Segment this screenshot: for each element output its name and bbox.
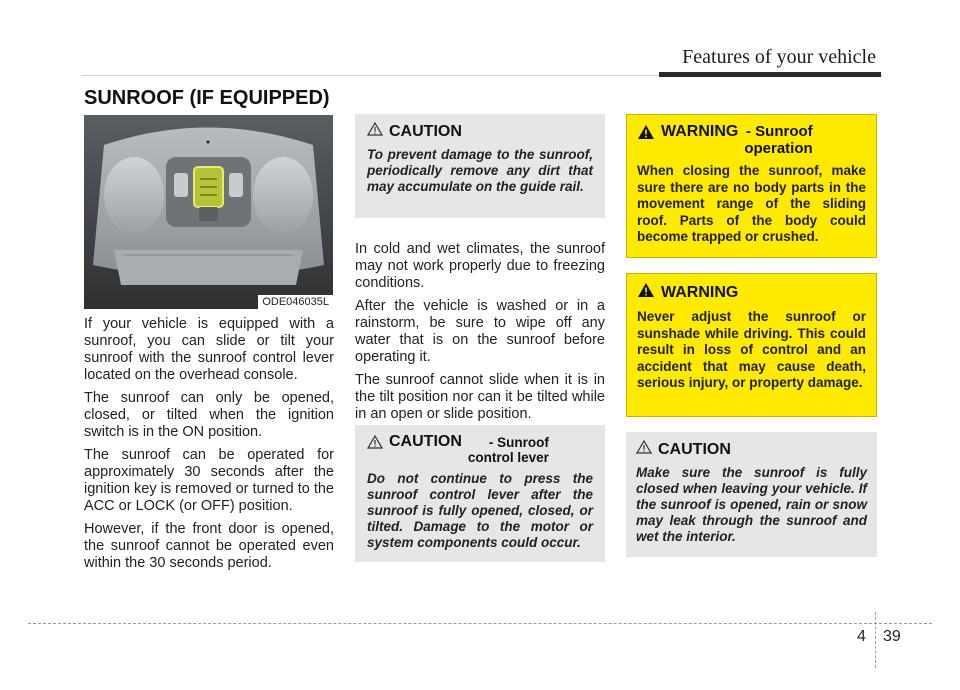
caution-control-lever-box [355,425,605,562]
page-number: 39 [883,628,901,645]
caution-closed-box [626,432,877,557]
chapter-number: 4 [857,628,866,645]
warning-subtitle: operation [744,140,813,157]
caution-text: To prevent damage to the sunroof, periodically remove any dirt that may accumulate on the guide rail. [367,147,593,194]
caution-guide-rail-box [355,114,605,218]
caution-subtitle: - Sunroof [488,435,549,450]
warning-adjust-box [626,273,877,417]
footer-page-separator [875,612,876,668]
caution-icon [636,440,652,459]
header-accent-rule [659,72,881,77]
overhead-console-photo [84,115,333,309]
caution-icon [367,435,383,454]
warning-icon [637,124,655,145]
caution-icon [367,122,383,141]
footer-divider [28,623,932,624]
warning-text: When closing the sunroof, make sure there are no body parts in the movement range of the sliding roof. Parts of the body could become trapped or crushed. [637,163,866,244]
overhead-console-illustration [84,115,333,309]
figure-code: ODE046035L [258,295,333,309]
warning-subtitle: - Sunroof [746,123,813,140]
body-paragraph: If your vehicle is equipped with a sunroof, you can slide or tilt your sunroof with the sunroof control lever located on the overhead console. [84,316,334,383]
caution-subtitle: control lever [467,450,549,465]
caution-title: CAUTION [389,122,462,140]
warning-icon [637,282,655,303]
body-paragraph: The sunroof can only be opened, closed, or tilted when the ignition switch is in the ON position. [84,390,334,440]
body-column-1 [84,316,334,578]
body-paragraph: In cold and wet climates, the sunroof may not work properly due to freezing conditions. [355,241,605,291]
warning-title: WARNING [661,123,739,140]
caution-title: CAUTION [658,440,731,458]
warning-title: WARNING [661,283,739,301]
warning-operation-box [626,114,877,258]
caution-text: Make sure the sunroof is fully closed when leaving your vehicle. If the sunroof is opened, rain or snow may leak through the sunroof and wet the interior. [636,465,867,544]
caution-text: Do not continue to press the sunroof control lever after the sunroof is fully opened, closed, or tilted. Damage to the motor or system components could occur. [367,471,593,550]
body-paragraph: After the vehicle is washed or in a rainstorm, be sure to wipe off any water that is on the sunroof before operating it. [355,298,605,365]
body-paragraph: The sunroof cannot slide when it is in the tilt position nor can it be tilted while in an open or slide position. [355,372,605,422]
body-paragraph: However, if the front door is opened, the sunroof cannot be operated even within the 30 seconds period. [84,521,334,571]
warning-text: Never adjust the sunroof or sunshade while driving. This could result in loss of control and an accident that may cause death, serious injury, or property damage. [637,309,866,390]
header-title: Features of your vehicle [682,46,876,68]
body-column-2 [355,241,605,429]
body-paragraph: The sunroof can be operated for approximately 30 seconds after the ignition key is removed or turned to the ACC or LOCK (or OFF) position. [84,447,334,514]
section-title: SUNROOF (IF EQUIPPED) [84,87,330,109]
caution-title: CAUTION [389,433,462,450]
